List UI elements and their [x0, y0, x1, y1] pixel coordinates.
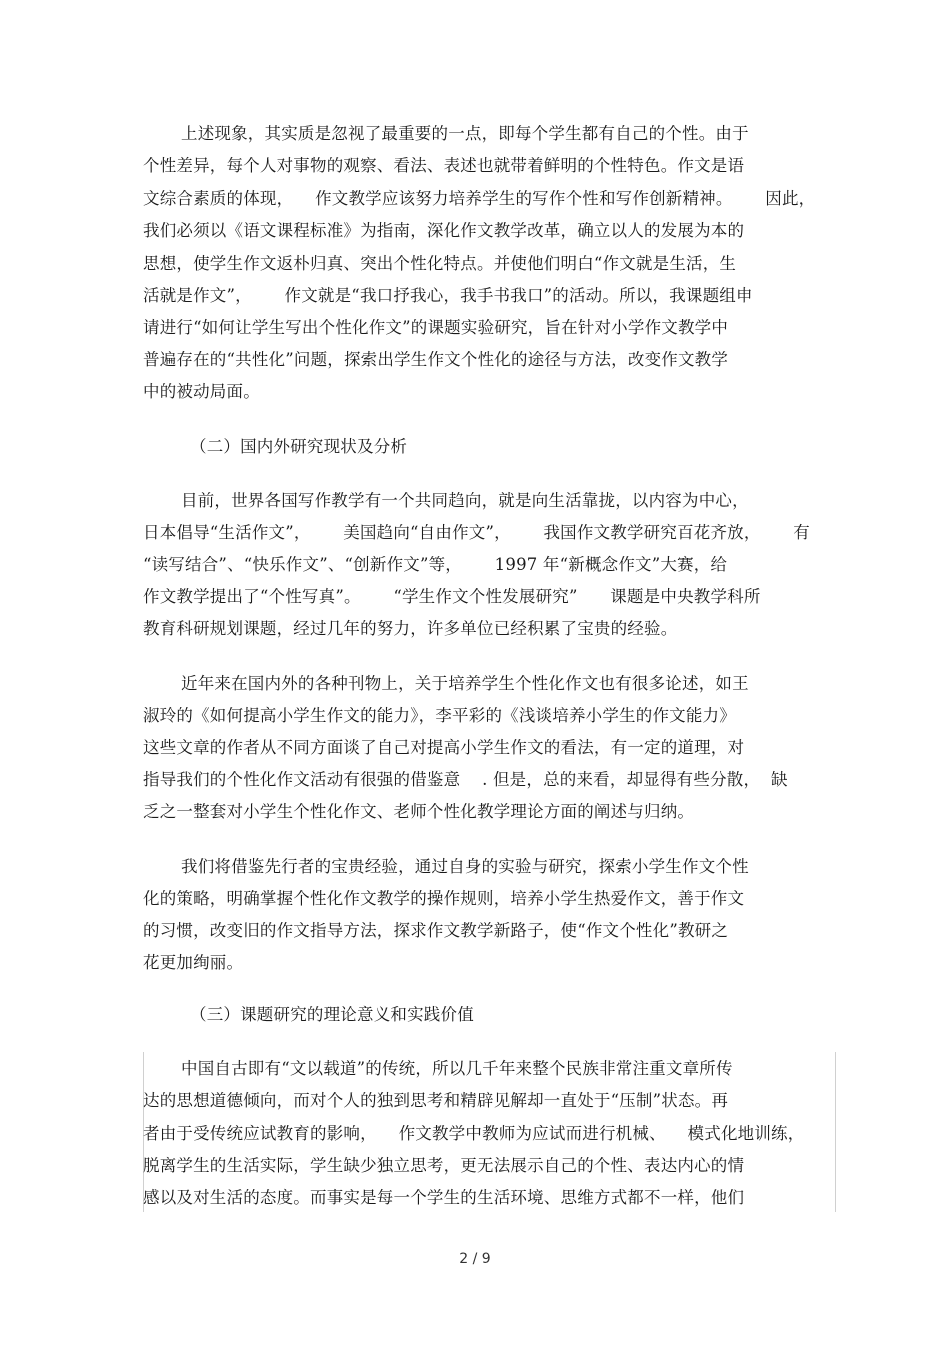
paragraph-line: 近年来在国内外的各种刊物上，关于培养学生个性化作文也有很多论述，如王 [181, 674, 749, 693]
paragraph-line: 思想，使学生作文返朴归真、突出个性化特点。并使他们明白“作文就是生活，生 [143, 254, 737, 273]
paragraph-line: 作文教学提出了“个性写真”。 “学生作文个性发展研究” 课题是中央教学科所 [143, 587, 761, 606]
box-border-right [835, 1052, 836, 1212]
paragraph-line: 化的策略，明确掌握个性化作文教学的操作规则，培养小学生热爱作文，善于作文 [143, 889, 745, 908]
paragraph-line: 中国自古即有“文以载道”的传统，所以几千年来整个民族非常注重文章所传 [181, 1059, 733, 1078]
paragraph-line: 感以及对生活的态度。而事实是每一个学生的生活环境、思维方式都不一样，他们 [143, 1188, 745, 1207]
paragraph-line: 我们必须以《语文课程标准》为指南，深化作文教学改革，确立以人的发展为本的 [143, 221, 745, 240]
paragraph-line: 上述现象，其实质是忽视了最重要的一点，即每个学生都有自己的个性。由于 [181, 124, 749, 143]
paragraph-line: 脱离学生的生活实际，学生缺少独立思考，更无法展示自己的个性、表达内心的情 [143, 1156, 745, 1175]
paragraph-line: 花更加绚丽。 [143, 953, 244, 972]
paragraph-line: 普遍存在的“共性化”问题，探索出学生作文个性化的途径与方法，改变作文教学 [143, 350, 729, 369]
paragraph-line: 文综合素质的体现， 作文教学应该努力培养学生的写作个性和写作创新精神。 因此， [143, 189, 816, 208]
paragraph-line: 日本倡导“生活作文”， 美国趋向“自由作文”， 我国作文教学研究百花齐放， 有 [143, 523, 810, 542]
paragraph-line: 的习惯，改变旧的作文指导方法，探求作文教学新路子，使“作文个性化”教研之 [143, 921, 729, 940]
page-number: 2 / 9 [459, 1251, 491, 1267]
paragraph-line: 中的被动局面。 [143, 382, 260, 401]
paragraph-line: 者由于受传统应试教育的影响， 作文教学中教师为应试而进行机械、 模式化地训练， [143, 1124, 805, 1143]
paragraph-line: “读写结合”、“快乐作文”、“创新作文”等， 1997 年“新概念作文”大赛，给 [143, 555, 728, 574]
paragraph-line: 这些文章的作者从不同方面谈了自己对提高小学生作文的看法，有一定的道理，对 [143, 738, 745, 757]
paragraph-line: 请进行“如何让学生写出个性化作文”的课题实验研究，旨在针对小学作文教学中 [143, 318, 729, 337]
section-heading: （二）国内外研究现状及分析 [190, 437, 408, 456]
paragraph-line: 活就是作文”， 作文就是“我口抒我心，我手书我口”的活动。所以，我课题组申 [143, 286, 753, 305]
section-heading: （三）课题研究的理论意义和实践价值 [190, 1005, 474, 1024]
paragraph-line: 目前，世界各国写作教学有一个共同趋向，就是向生活靠拢，以内容为中心， [181, 491, 749, 510]
paragraph-line: 达的思想道德倾向，而对个人的独到思考和精辟见解却一直处于“压制”状态。再 [143, 1091, 729, 1110]
paragraph-line: 个性差异，每个人对事物的观察、看法、表述也就带着鲜明的个性特色。作文是语 [143, 156, 745, 175]
paragraph-line: 淑玲的《如何提高小学生作文的能力》，李平彩的《浅谈培养小学生的作文能力》 [143, 706, 736, 725]
paragraph-line: 乏之一整套对小学生个性化作文、老师个性化教学理论方面的阐述与归纳。 [143, 802, 695, 821]
paragraph-line: 指导我们的个性化作文活动有很强的借鉴意 . 但是，总的来看，却显得有些分散， 缺 [143, 770, 788, 789]
paragraph-line: 教育科研规划课题，经过几年的努力，许多单位已经积累了宝贵的经验。 [143, 619, 678, 638]
paragraph-line: 我们将借鉴先行者的宝贵经验，通过自身的实验与研究，探索小学生作文个性 [181, 857, 749, 876]
